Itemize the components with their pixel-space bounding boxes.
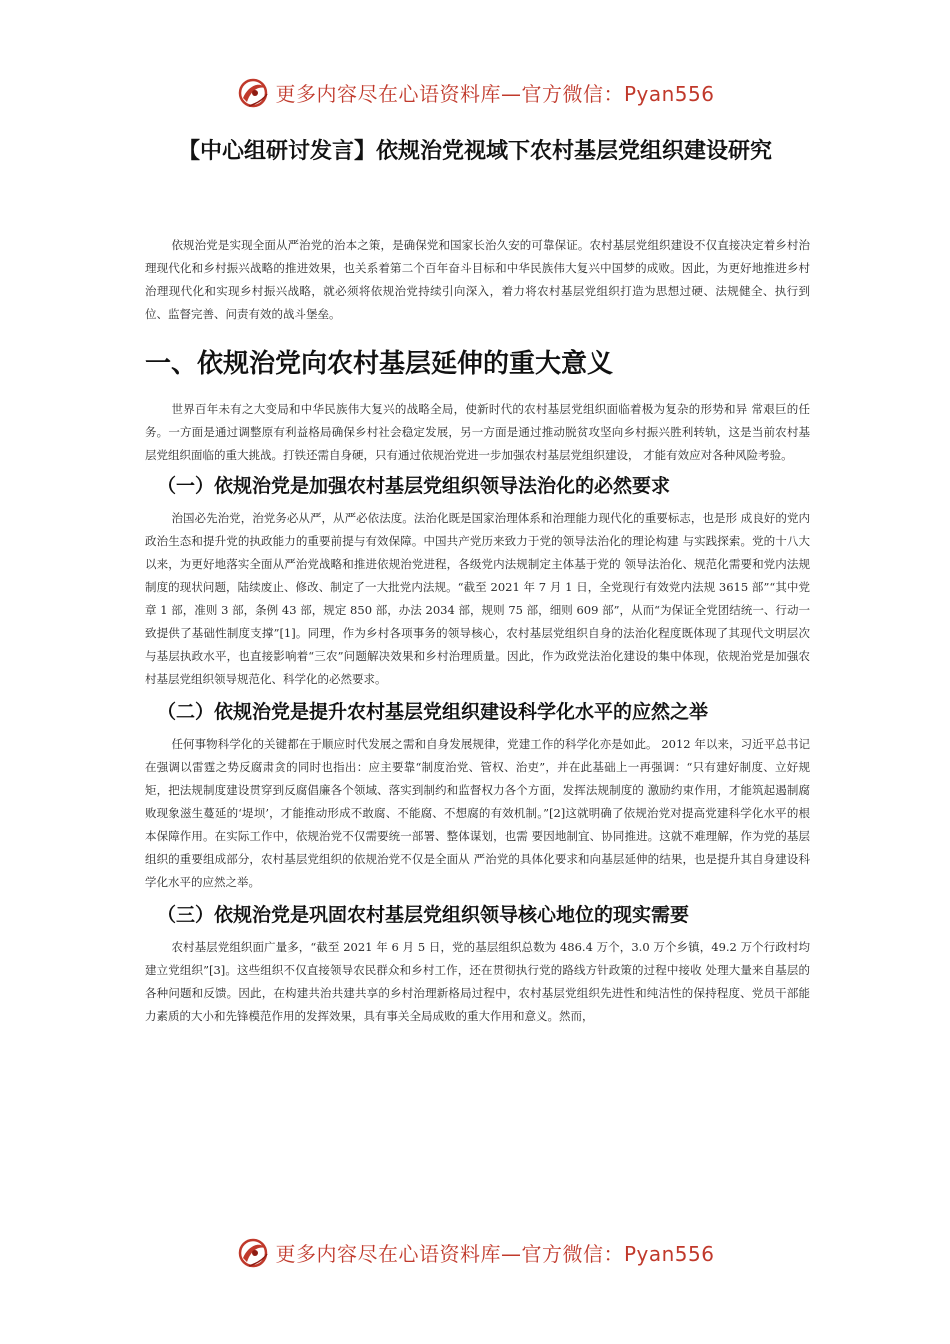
subsection-heading-3: （三）依规治党是巩固农村基层党组织领导核心地位的现实需要 bbox=[157, 904, 690, 926]
subsection-1-paragraph: 治国必先治党，治党务必从严，从严必依法度。法治化既是国家治理体系和治理能力现代化的重要标志，也是形 成良好的党内政治生态和提升党的执政能力的重要前提与有效保障。中国共产党历来致力于党的领导法治化的理论构建 与实践探索。党的十八大以来，为更好地落实全面从严治党战略和推进依规治党进程，各级党内法规制定主体基于党的 领导法治化、规范化需要和党内法规制度的现状问题，陆续废止、修改、制定了一大批党内法规。“截至 2021 年 7 月 1 日，全党现行有效党内法规 3615 部”“其中党章 1 部，准则 3 部，条例 43 部，规定 850 部，办法 2034 部，规则 75 部，细则 609 部”，从而“为保证全党团结统一、行动一致提供了基础性制度支撑”[1]。同理，作为乡村各项事务的领导核心，农村基层党组织自身的法治化程度既体现了其现代文明层次与基层执政水平，也直接影响着“三农”问题解决效果和乡村治理质量。因此，作为政党法治化建设的集中体现，依规治党是加强农村基层党组织领导规范化、科学化的必然要求。 bbox=[145, 511, 810, 686]
document-title: 【中心组研讨发言】依规治党视域下农村基层党组织建设研究 bbox=[177, 139, 772, 164]
subsection-2-paragraph: 任何事物科学化的关键都在于顺应时代发展之需和自身发展规律，党建工作的科学化亦是如此。 2012 年以来，习近平总书记在强调以雷霆之势反腐肃贪的同时也指出：应主要靠“制度治党、管权、治吏”，并在此基础上一再强调：“只有建好制度、立好规矩，把法规制度建设贯穿到反腐倡廉各个领域、落实到制约和监督权力各个方面，发挥法规制度的 激励约束作用，才能筑起遏制腐败现象滋生蔓延的‘堤坝’，才能推动形成不敢腐、不能腐、不想腐的有效机制。”[2]这就明确了依规治党对提高党建科学化水平的根本保障作用。在实际工作中，依规治党不仅需要统一部署、整体谋划，也需 要因地制宜、协同推进。这就不难理解，作为党的基层组织的重要组成部分，农村基层党组织的依规治党不仅是全面从 严治党的具体化要求和向基层延伸的结果，也是提升其自身建设科学化水平的应然之举。 bbox=[145, 737, 810, 889]
section-1-paragraph: 世界百年未有之大变局和中华民族伟大复兴的战略全局，使新时代的农村基层党组织面临着极为复杂的形势和异 常艰巨的任务。一方面是通过调整原有利益格局确保乡村社会稳定发展，另一方面是通过推动脱贫攻坚向乡村振兴胜利转轨，这是当前农村基层党组织面临的重大挑战。打铁还需自身硬，只有通过依规治党进一步加强农村基层党组织建设， 才能有效应对各种风险考验。 bbox=[145, 402, 810, 462]
swirl-logo-icon bbox=[235, 1234, 271, 1270]
swirl-logo-icon bbox=[235, 74, 271, 110]
subsection-3-paragraph: 农村基层党组织面广量多，“截至 2021 年 6 月 5 日，党的基层组织总数为 486.4 万个，3.0 万个乡镇，49.2 万个行政村均建立党组织”[3]。这些组织不仅直接领导农民群众和乡村工作，还在贯彻执行党的路线方针政策的过程中接收 处理大量来自基层的各种问题和反馈。因此，在构建共治共建共享的乡村治理新格局过程中，农村基层党组织先进性和纯洁性的保持程度、党员干部能力素质的大小和先锋模范作用的发挥效果，具有事关全局成败的重大作用和意义。然而， bbox=[145, 940, 810, 1023]
document-body bbox=[145, 234, 810, 1028]
section-heading-1: 一、依规治党向农村基层延伸的重大意义 bbox=[145, 349, 614, 379]
watermark-banner-bottom bbox=[0, 1232, 950, 1272]
watermark-text: 更多内容尽在心语资料库—官方微信：Pyan556 bbox=[275, 1241, 715, 1266]
watermark-banner-top bbox=[0, 72, 950, 112]
subsection-heading-2: （二）依规治党是提升农村基层党组织建设科学化水平的应然之举 bbox=[157, 701, 709, 723]
subsection-heading-1: （一）依规治党是加强农村基层党组织领导法治化的必然要求 bbox=[157, 475, 671, 497]
intro-paragraph: 依规治党是实现全面从严治党的治本之策，是确保党和国家长治久安的可靠保证。农村基层党组织建设不仅直接决定着乡村治理现代化和乡村振兴战略的推进效果，也关系着第二个百年奋斗目标和中华民族伟大复兴中国梦的成败。因此，为更好地推进乡村治理现代化和实现乡村振兴战略，就必须将依规治党持续引向深入，着力将农村基层党组织打造为思想过硬、法规健全、执行到位、监督完善、问责有效的战斗堡垒。 bbox=[145, 238, 810, 321]
watermark-text: 更多内容尽在心语资料库—官方微信：Pyan556 bbox=[275, 81, 715, 106]
